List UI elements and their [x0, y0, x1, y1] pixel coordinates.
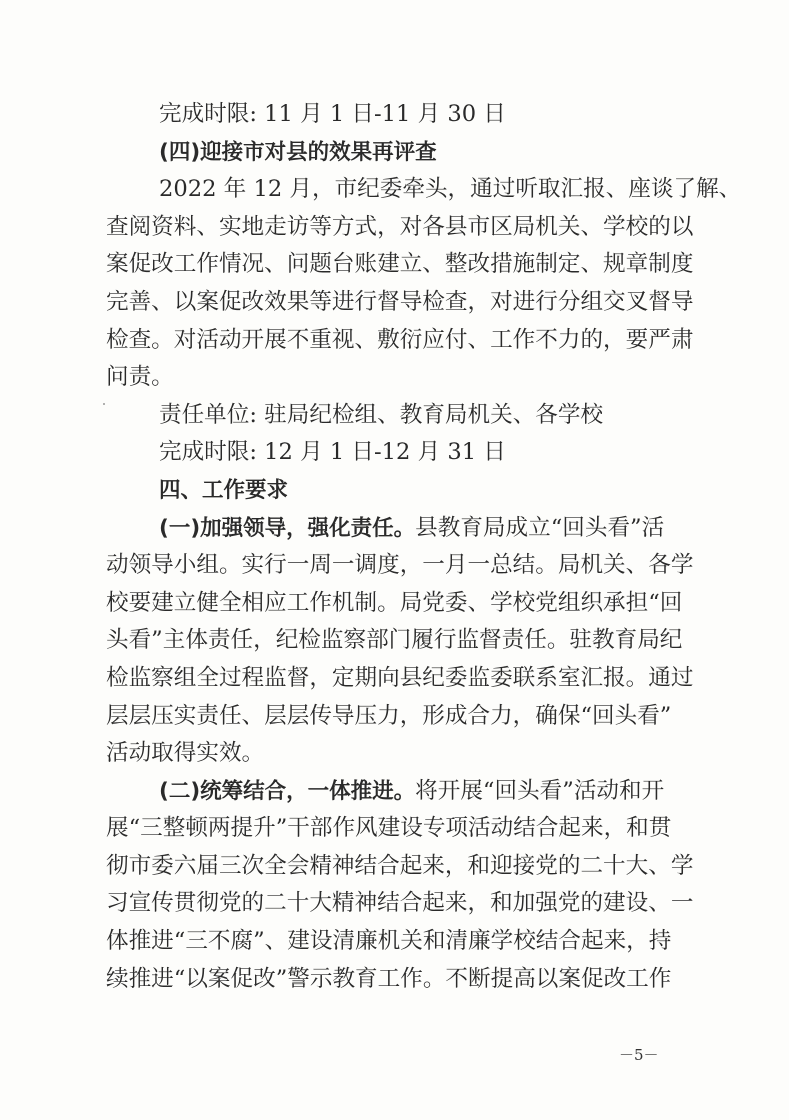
- paragraph-line: 头看”主体责任，纪检监察部门履行监督责任。驻教育局纪: [106, 627, 683, 654]
- paragraph-line: 检监察组全过程监督，定期向县纪委监委联系室汇报。通过: [106, 664, 694, 691]
- paragraph-line: [106, 510, 682, 548]
- paragraph-line: 层层压实责任、层层传导压力，形成合力，确保“回头看”: [106, 702, 672, 729]
- paragraph-line: 续推进“以案促改”警示教育工作。不断提高以案促改工作: [106, 965, 672, 992]
- paragraph-line: 校要建立健全相应工作机制。局党委、学校党组织承担“回: [106, 589, 683, 616]
- scan-speck: [103, 403, 105, 405]
- deadline-line: 完成时限: 11 月 1 日-11 月 30 日: [159, 101, 506, 127]
- paragraph-lead: (二)统筹结合，一体推进。: [159, 778, 416, 804]
- paragraph-line: 彻市委六届三次全会精神结合起来，和迎接党的二十大、学: [106, 852, 694, 879]
- paragraph-line: 展“三整顿两提升”干部作风建设专项活动结合起来，和贯: [106, 815, 672, 842]
- paragraph-line: 动领导小组。实行一周一调度，一月一总结。局机关、各学: [106, 552, 694, 579]
- paragraph-line: 2022 年 12 月，市纪委牵头，通过听取汇报、座谈了解、: [159, 176, 742, 203]
- paragraph-line: 查阅资料、实地走访等方式，对各县市区局机关、学校的以: [106, 213, 694, 240]
- paragraph-line: 习宣传贯彻党的二十大精神结合起来，和加强党的建设、一: [106, 890, 694, 917]
- page-number: －5－: [619, 1046, 659, 1064]
- document-body: [106, 96, 742, 998]
- paragraph-lead: (一)加强领导，强化责任。: [159, 515, 416, 541]
- paragraph-line: 完善、以案促改效果等进行督导检查，对进行分组交叉督导: [106, 288, 694, 315]
- paragraph-line: 活动取得实效。: [106, 740, 265, 767]
- paragraph-line: [106, 773, 682, 811]
- section-heading: 四、工作要求: [159, 477, 289, 503]
- paragraph-line: 问责。: [106, 364, 174, 391]
- responsible-unit-line: 责任单位: 驻局纪检组、教育局机关、各学校: [159, 401, 604, 428]
- deadline-line: 完成时限: 12 月 1 日-12 月 31 日: [159, 439, 506, 466]
- paragraph-line: 案促改工作情况、问题台账建立、整改措施制定、规章制度: [106, 251, 694, 278]
- paragraph-line: 检查。对活动开展不重视、敷衍应付、工作不力的，要严肃: [106, 326, 694, 353]
- paragraph-text: 县教育局成立“回头看”活: [415, 514, 665, 541]
- paragraph-line: 体推进“三不腐”、建设清廉机关和清廉学校结合起来，持: [106, 928, 672, 955]
- subsection-heading: (四)迎接市对县的效果再评查: [159, 139, 437, 165]
- paragraph-text: 将开展“回头看”活动和开: [415, 777, 665, 804]
